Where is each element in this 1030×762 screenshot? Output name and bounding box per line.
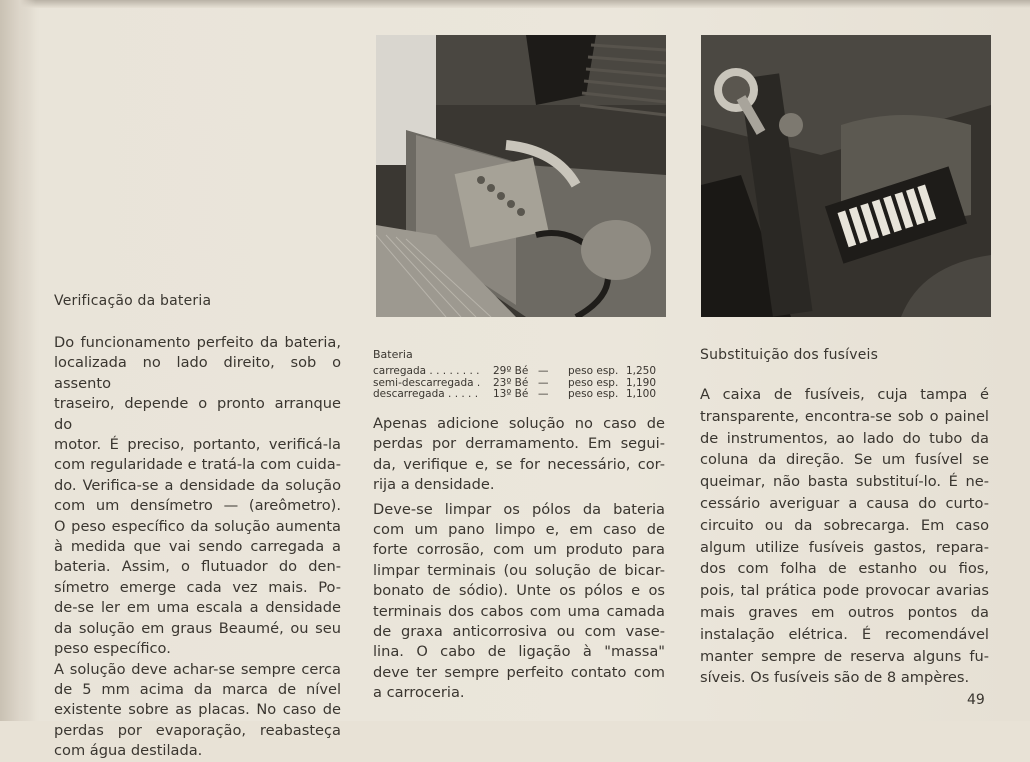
battery-check-heading: Verificação da bateria [54,293,212,309]
text-line: traseiro, depende o pronto arranque do [54,395,341,433]
text-line: Do funcionamento perfeito da bateria, [54,334,341,351]
text-line: a carroceria. [373,684,465,702]
text-line: do. Verifica-se a densidade da solução [54,476,341,494]
battery-table-value: 1,190 [625,376,656,389]
text-line: deve ter sempre perfeito contato com [373,663,665,681]
text-line: manter sempre de reserva alguns fu- [700,647,989,665]
battery-photo-image [376,35,666,317]
page-top-edge [0,0,1030,8]
text-line: da solução em graus Beaumé, ou seu [54,619,341,637]
text-line: rija a densidade. [373,476,495,494]
text-line: da, verifique e, se for necessário, cor- [373,455,665,473]
text-line: perdas por evaporação, reabasteça [54,721,341,739]
text-line: coluna da direção. Se um fusível se [700,451,989,469]
text-line: cessário averiguar a causa do curto- [700,494,989,512]
battery-density-table [373,366,673,401]
battery-table-state: carregada . . . . . . . . [373,365,480,377]
text-line: forte corrosão, com um produto para [373,541,665,559]
battery-table-dash: — [538,365,549,377]
text-line: instalação elétrica. É recomendável [700,625,989,643]
text-line: de instrumentos, ao lado do tubo da [700,429,989,447]
battery-table-deg: 29º Bé [493,365,529,377]
text-line: mais graves em outros pontos da [700,603,989,621]
fuse-box-photo [701,35,991,317]
text-line: existente sobre as placas. No caso de [54,701,341,719]
fuse-replacement-text [700,384,989,689]
battery-table-value: 1,100 [625,388,656,400]
text-line: O peso específico da solução aumenta [54,517,341,535]
battery-table-label: peso esp. [568,388,619,400]
text-line: símetro emerge cada vez mais. Po- [54,578,341,596]
text-line: Apenas adicione solução no caso de [373,415,665,432]
text-line: Deve-se limpar os pólos da bateria [373,500,665,518]
battery-table-state: descarregada . . . . . [373,388,479,400]
text-line: com um pano limpo e, em caso de [373,521,665,539]
battery-table-dash: — [538,388,549,400]
battery-table-label: peso esp. [568,365,619,377]
text-line: bateria. Assim, o flutuador do den- [54,558,341,576]
text-line: algum utilize fusíveis gastos, repara- [700,538,989,556]
battery-table-label: peso esp. [568,376,619,389]
text-line: A solução deve achar-se sempre cerca [54,660,341,678]
battery-table-state: semi-descarregada . [373,376,481,389]
text-line: com regularidade e tratá-la com cuida- [54,456,341,474]
text-line: localizada no lado direito, sob o assento [54,354,341,392]
text-line: lina. O cabo de ligação à "massa" [373,643,665,661]
battery-table-deg: 13º Bé [493,388,529,400]
text-line: transparente, encontra-se sob o painel [700,407,989,425]
text-line: motor. É preciso, portanto, verificá-la [54,436,341,454]
battery-table-dash: — [538,376,549,389]
battery-maintenance-text [373,414,665,704]
battery-table-deg: 23º Bé [493,376,529,389]
page-number: 49 [967,692,985,708]
text-line: perdas por derramamento. Em segui- [373,435,665,453]
text-line: de 5 mm acima da marca de nível [54,680,341,698]
text-line: pois, tal prática pode provocar avarias [700,582,989,600]
battery-table-row [373,389,673,401]
battery-check-text [54,333,341,762]
text-line: de-se ler em uma escala a densidade [54,599,341,617]
battery-table-value: 1,250 [625,365,656,377]
battery-photo [376,35,666,317]
battery-table-row [373,366,673,378]
page-binding-shadow [0,0,36,721]
text-line: queimar, não basta substituí-lo. É ne- [700,473,989,491]
text-line: com um densímetro — (areômetro). [54,497,341,515]
text-line: com água destilada. [54,742,203,760]
battery-caption-title: Bateria [373,348,413,361]
text-line: A caixa de fusíveis, cuja tampa é [700,386,989,403]
text-line: síveis. Os fusíveis são de 8 ampères. [700,669,970,687]
fuse-box-photo-image [701,35,991,317]
text-line: peso específico. [54,640,171,658]
text-line: limpar terminais (ou solução de bicar- [373,561,665,579]
text-line: circuito ou da sobrecarga. Em caso [700,516,989,534]
text-line: à medida que vai sendo carregada a [54,538,341,556]
text-line: bonato de sódio). Unte os pólos e os [373,582,665,600]
text-line: dos com folha de estanho ou fios, [700,560,989,578]
text-line: de graxa anticorrosiva ou com vase- [373,623,665,641]
fuse-replacement-heading: Substituição dos fusíveis [700,347,879,363]
text-line: terminais dos cabos com uma camada [373,602,665,620]
